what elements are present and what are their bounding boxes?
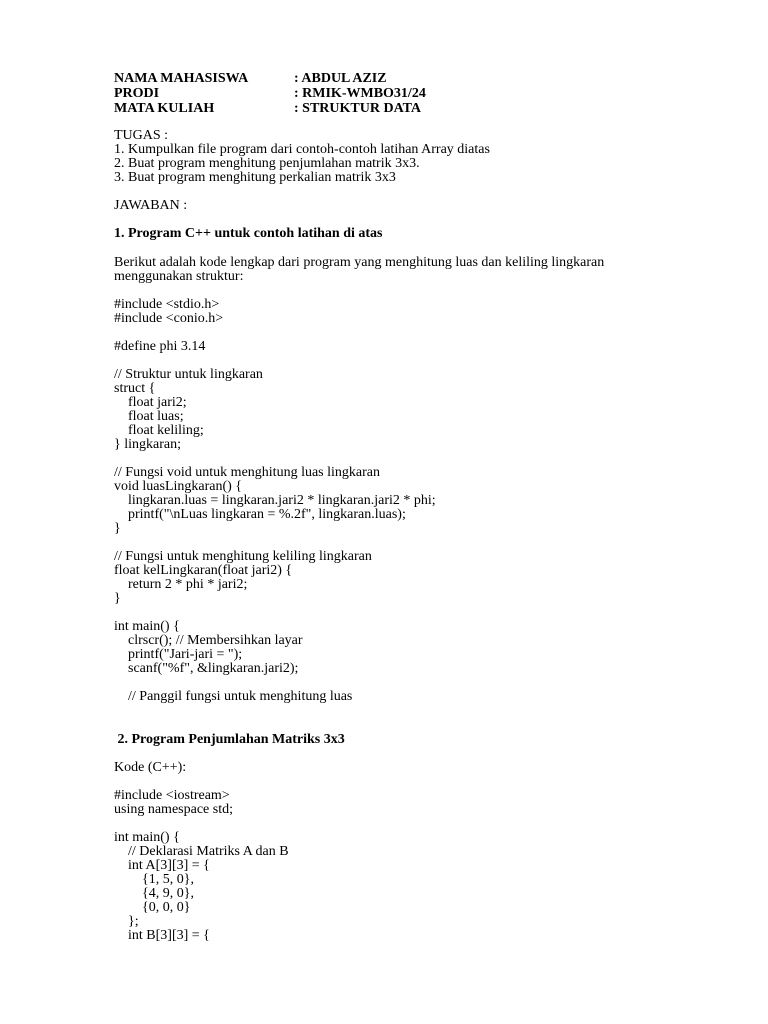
code-line: int A[3][3] = { [114, 858, 210, 873]
tugas-item: 2. Buat program menghitung penjumlahan matrik 3x3. [114, 156, 420, 171]
code-line: using namespace std; [114, 802, 233, 817]
section2-kode-label: Kode (C++): [114, 760, 187, 775]
code-line: float keliling; [114, 423, 204, 438]
mata-kuliah-label: MATA KULIAH [114, 101, 215, 116]
code-line: // Struktur untuk lingkaran [114, 367, 263, 382]
section1-intro-line2: menggunakan struktur: [114, 269, 244, 284]
code-line: lingkaran.luas = lingkaran.jari2 * lingkaran.jari2 * phi; [114, 493, 436, 508]
code-line: float kelLingkaran(float jari2) { [114, 563, 293, 578]
code-line: } lingkaran; [114, 437, 181, 452]
code-line: {4, 9, 0}, [114, 886, 194, 901]
name-value: : ABDUL AZIZ [294, 71, 387, 86]
code-line: int main() { [114, 619, 180, 634]
code-line: // Deklarasi Matriks A dan B [114, 844, 289, 859]
code-line: float jari2; [114, 395, 187, 410]
code-line: {0, 0, 0} [114, 900, 191, 915]
prodi-value: : RMIK-WMBO31/24 [294, 86, 426, 101]
code-line: }; [114, 914, 139, 929]
code-line: } [114, 591, 121, 606]
code-line: #include <conio.h> [114, 311, 224, 326]
prodi-label: PRODI [114, 86, 160, 101]
mata-kuliah-value: : STRUKTUR DATA [294, 101, 422, 116]
code-line: float luas; [114, 409, 184, 424]
tugas-title: TUGAS : [114, 128, 169, 143]
tugas-item: 3. Buat program menghitung perkalian matrik 3x3 [114, 170, 396, 185]
code-line: void luasLingkaran() { [114, 479, 243, 494]
code-line: int main() { [114, 830, 180, 845]
code-line: #define phi 3.14 [114, 339, 206, 354]
name-label: NAMA MAHASISWA [114, 71, 249, 86]
code-line: int B[3][3] = { [114, 928, 210, 943]
code-line: // Fungsi void untuk menghitung luas lingkaran [114, 465, 380, 480]
section2-heading: 2. Program Penjumlahan Matriks 3x3 [114, 732, 345, 747]
code-line: {1, 5, 0}, [114, 872, 194, 887]
code-line: return 2 * phi * jari2; [114, 577, 248, 592]
code-line: // Fungsi untuk menghitung keliling lingkaran [114, 549, 372, 564]
code-line: printf("\nLuas lingkaran = %.2f", lingkaran.luas); [114, 507, 406, 522]
code-line: } [114, 521, 121, 536]
code-line: #include <stdio.h> [114, 297, 220, 312]
code-line: scanf("%f", &lingkaran.jari2); [114, 661, 299, 676]
code-line: printf("Jari-jari = "); [114, 647, 243, 662]
section1-intro-line1: Berikut adalah kode lengkap dari program yang menghitung luas dan keliling lingkaran [114, 255, 605, 270]
code-line: #include <iostream> [114, 788, 230, 803]
jawaban-label: JAWABAN : [114, 198, 188, 213]
tugas-item: 1. Kumpulkan file program dari contoh-contoh latihan Array diatas [114, 142, 490, 157]
code-line: clrscr(); // Membersihkan layar [114, 633, 303, 648]
section1-heading: 1. Program C++ untuk contoh latihan di atas [114, 226, 383, 241]
code-line: struct { [114, 381, 156, 396]
code-line: // Panggil fungsi untuk menghitung luas [114, 689, 353, 704]
